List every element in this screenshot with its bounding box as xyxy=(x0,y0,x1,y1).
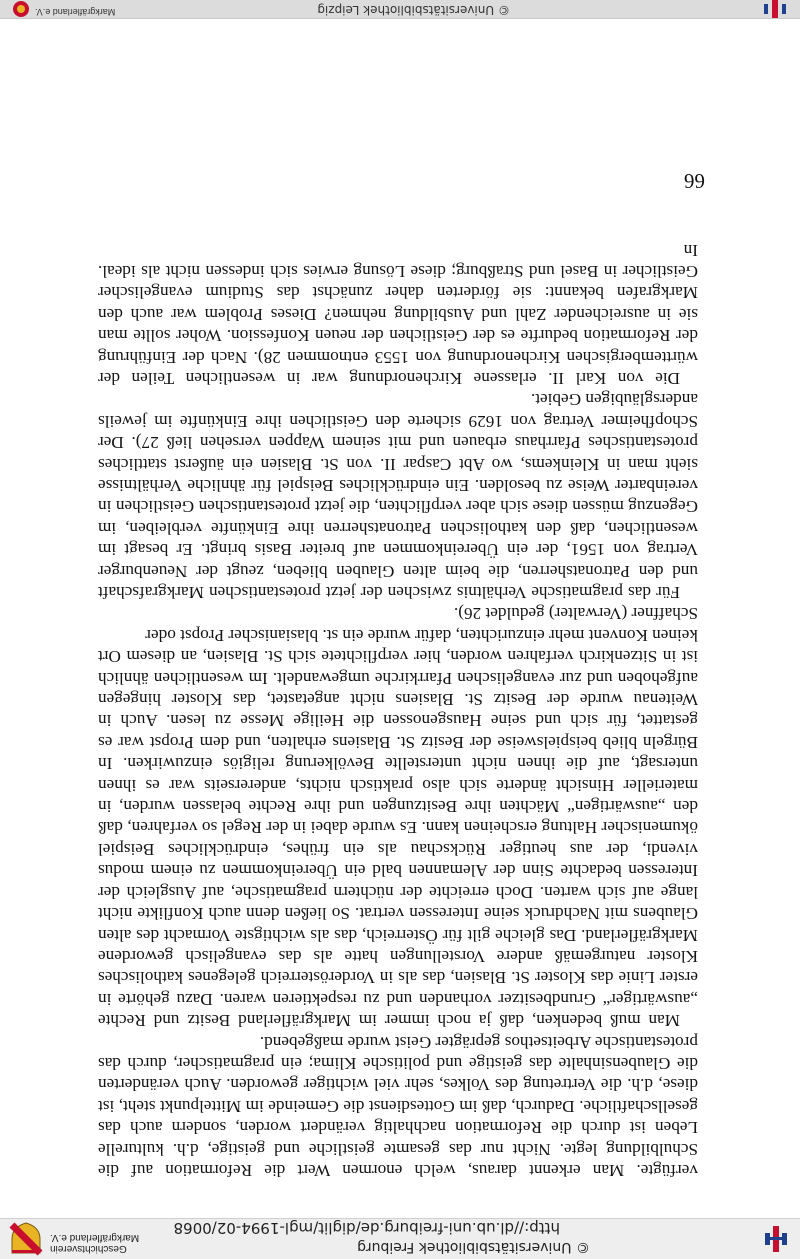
ub-leipzig-logo-icon xyxy=(760,0,790,18)
paragraph: verfügte. Man erkennt daraus, welch enormen Wert die Reformation auf die Schulbildung legte. Nicht nur das gesamte geistliche und geistige, d.h. kulturelle Leben ist durch die Reformation nachhaltig verändert worden, sondern auch das gesellschaftliche. Dadurch, daß im Gottesdienst die Gemeinde im Mittelpunkt steht, ist diese, d.h. die Vertretung des Volkes, sehr viel wichtiger geworden. Auch veränderten die Glaubensinhalte das geistige und politische Klima; ein pragmatischer, durch das protestantische Arbeitsethos geprägter Geist wurde maßgebend. xyxy=(98,1032,698,1180)
footer-banner xyxy=(0,1218,800,1259)
paragraph: Schaffner (Verwalter) geduldet 26). xyxy=(453,604,698,624)
header-publisher-text: Markgräflerland e.V. xyxy=(35,7,116,17)
source-url-link[interactable]: http://dl.ub.uni-freiburg.de/diglit/mgl-1994-02/0068 xyxy=(173,1219,560,1237)
body-text xyxy=(98,239,698,1181)
paragraph: Die von Karl II. erlassene Kirchenordnung war in wesentlichen Teilen der württembergischen Kirchenordnung von 1553 entnommen 28). Nach der Einführung der Reformation bedurfte es der Geistlichen der neuen Konfession. Woher sollte man sie in ausreichender Zahl und Ausbildung nehmen? Dieses Problem war auch den Markgrafen bekannt: sie förderten daher zunächst das Studium evangelischer Geistlicher in Basel und Straßburg; diese Lösung erwies sich indessen nicht als ideal. In xyxy=(98,240,698,388)
publisher-line: Geschichtsverein xyxy=(50,1243,127,1254)
page-number: 66 xyxy=(684,169,705,193)
header-copyright-text: © Universitätsbibliothek Leipzig xyxy=(317,3,510,17)
coat-of-arms-icon xyxy=(8,1221,44,1257)
header-banner xyxy=(0,0,800,19)
paragraph: Man muß bedenken, daß ja noch immer im Markgräflerland Besitz und Rechte „auswärtiger“ Grundbesitzer vorhanden und zu respektieren waren. Dazu gehörte in erster Linie das Kloster St. Blasien, das als in Vorderösterreich gelegenes katholisches Kloster naturgemäß andere Vorstellungen hatte als das evangelisch gewordene Markgräflerland. Das gleiche gilt für Österreich, das als wichtigste Vormacht des alten Glaubens mit Nachdruck seine Interessen vertrat. So ließen denn auch Konflikte nicht lange auf sich warten. Doch erreichte der nüchtern pragmatische, auf Ausgleich der Interessen bedachte Sinn der Alemannen bald ein Übereinkommen zu einem modus vivendi, der aus heutiger Rückschau als ein frühes, eindrückliches Beispiel ökumenischer Haltung erscheinen kann. Es wurde dabei in der Regel so verfahren, daß den „auswärtigen“ Mächten ihre Besitzungen und ihre Rechte belassen wurden, in materieller Hinsicht änderte sich also praktisch nichts, andererseits war es ihnen untersagt, auf die ihnen nicht unterstellte Bevölkerung religiös einzuwirken. In Bürgeln blieb beispielsweise der Besitz St. Blasiens erhalten, und dem Propst war es gestattet, für sich und seine Hausgenossen die Heilige Messe zu lesen. Auch in Weitenau wurde der Besitz St. Blasiens nicht angetastet, das Kloster hingegen aufgehoben und zur evangelischen Pfarrkirche umgewandelt. Im wesentlichen ähnlich ist in Sitzenkirch verfahren worden, hier verpflichtete sich St. Blasien, an diesem Ort keinen Konvent mehr einzurichten, dafür wurde ein st. blasianischer Propst oder xyxy=(98,625,698,1031)
ub-freiburg-logo-icon xyxy=(760,1223,792,1255)
copyright-text: © Universitätsbibliothek Freiburg xyxy=(357,1239,590,1255)
publisher-line: Markgräflerland e.V. xyxy=(50,1232,140,1243)
paragraph: Für das pragmatische Verhältnis zwischen der jetzt protestantischen Markgrafschaft und den Patronatsherren, die beim alten Glauben blieben, zeugt der Neuenburger Vertrag von 1561, der ein Übereinkommen auf breiter Basis bringt. Er besagt im wesentlichen, daß den katholischen Patronatsherren ihre Einkünfte verbleiben, im Gegenzug müssen diese sich aber verpflichten, die jetzt protestantischen Geistlichen in vereinbarter Weise zu besolden. Ein eindrückliches Beispiel für ähnliche Verhältnisse sieht man in Kleinkems, wo Abt Caspar II. von St. Blasien ein äußerst stattliches protestantisches Pfarrhaus erbauen und mit seinem Wappen versehen ließ 27). Der Schopfheimer Vertrag von 1629 sicherte den Geistlichen ihre Einkünfte im jeweils andersgläubigen Gebiet. xyxy=(98,390,698,603)
header-coat-of-arms-icon xyxy=(6,0,36,18)
publisher-name xyxy=(50,1232,170,1254)
